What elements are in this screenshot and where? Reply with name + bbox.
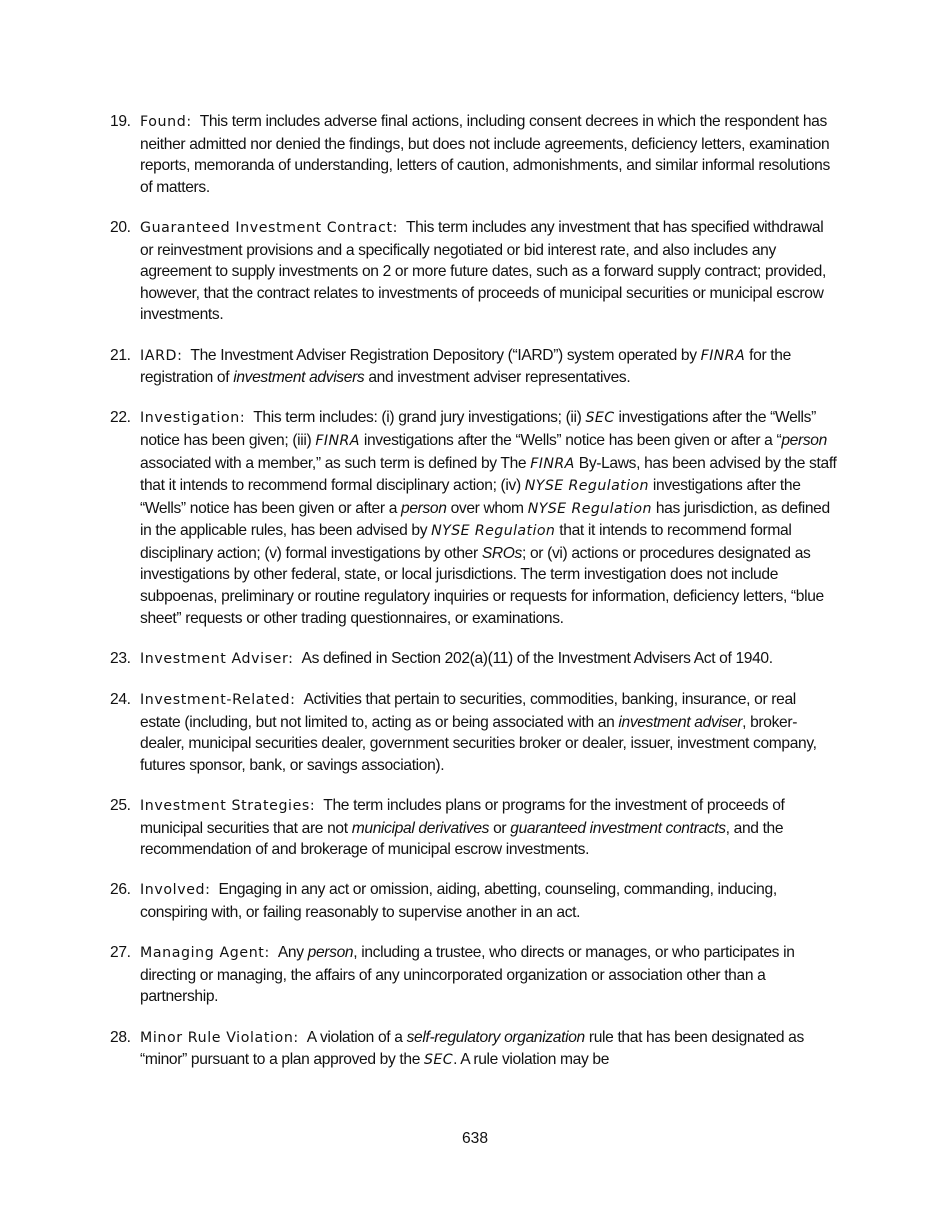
definition-number: 21. (110, 346, 131, 364)
definition-text: over whom (446, 499, 528, 517)
definition-term: Investment Strategies: (140, 798, 316, 814)
definition-text: ; or (vi) actions or procedures designated as investigations by other federal, state, or local jurisdictions. The term investigation does not include subpoenas, preliminary or routine regulatory inquiries or requests for information, deficiency letters, “blue sheet” requests or other trading questionnaires, or examinations. (140, 544, 824, 627)
definition-number: 23. (110, 649, 131, 667)
definition-term: Involved: (140, 882, 211, 899)
definition-emphasis: guaranteed investment contracts (510, 819, 726, 837)
definition-text: has jurisdiction, as defined in the applicable rules, has been advised by (140, 499, 830, 540)
definition-text: investigations after the “Wells” notice has been given; (iii) (140, 409, 816, 449)
definition-emphasis: SEC (424, 1052, 454, 1069)
definition-item (110, 942, 840, 1008)
definition-term: Found: (140, 114, 192, 130)
definition-text: By-Laws, has been advised by the staff that it intends to recommend formal disciplinary action; (iv) (140, 454, 837, 495)
definition-item (110, 407, 840, 629)
definition-number: 22. (110, 409, 131, 427)
definition-emphasis: FINRA (700, 347, 746, 364)
definition-number: 25. (110, 797, 131, 814)
definition-text: or (489, 819, 511, 837)
definition-text: , including a trustee, who directs or manages, or who participates in directing or managing, the affairs of any unincorporated organization or association other than a partnership. (140, 944, 795, 1006)
definition-emphasis: SROs (481, 544, 523, 562)
definition-text: The Investment Adviser Registration Depository (“IARD”) system operated by (190, 346, 701, 364)
page-number: 638 (461, 1130, 489, 1147)
definition-text: rule that has been designated as “minor” pursuant to a plan approved by the (140, 1028, 804, 1069)
definition-text: This term includes: (i) grand jury investigations; (ii) (253, 409, 586, 427)
definition-number: 28. (110, 1028, 131, 1046)
definition-term: Minor Rule Violation: (140, 1029, 299, 1046)
definition-emphasis: person (307, 944, 354, 962)
definition-text: , and the recommendation of and brokerage of municipal escrow investments. (140, 819, 784, 859)
definition-emphasis: FINRA (530, 455, 575, 472)
definition-text: This term includes adverse final actions, including consent decrees in which the respondent has neither admitted nor denied the findings, but does not include agreements, deficiency letters, examination reports, memoranda of understanding, letters of caution, admonishments, and similar informal resolutions of matters. (140, 113, 830, 196)
definition-emphasis: self-regulatory organization (406, 1028, 585, 1046)
definition-text: and investment adviser representatives. (364, 369, 631, 387)
definition-number: 19. (110, 113, 131, 130)
definition-text: associated with a member,” as such term is defined by The (140, 454, 531, 472)
definition-term: IARD: (140, 347, 183, 364)
definition-text: Any (277, 944, 308, 962)
definition-item (110, 689, 840, 776)
definition-emphasis: investment adviser (618, 713, 743, 731)
definition-text: Activities that pertain to securities, commodities, banking, insurance, or real estate (including, but not limited to, acting as or being associated with an (140, 691, 796, 731)
definition-text: investigations after the “Wells” notice has been given or after a “ (359, 431, 782, 449)
definition-item (110, 111, 840, 198)
definition-term: Investment Adviser: (140, 650, 294, 667)
definition-text: This term includes any investment that has specified withdrawal or reinvestment provisions and a specifically negotiated or bid interest rate, and also includes any agreement to supply investments on 2 or more future dates, such as a forward supply contract; provided, however, that the contract relates to investments of proceeds of municipal securities or municipal escrow investments. (140, 218, 826, 324)
definitions-list (110, 111, 840, 1090)
definition-emphasis: investment advisers (233, 369, 365, 387)
definition-text: Engaging in any act or omission, aiding, abetting, counseling, commanding, inducing, conspiring with, or failing reasonably to supervise another in an act. (140, 881, 777, 921)
definition-text: . A rule violation may be (453, 1051, 610, 1069)
definition-item (110, 1027, 840, 1072)
definition-term: Guaranteed Investment Contract: (140, 219, 399, 236)
definition-item (110, 345, 840, 389)
definition-term: Managing Agent: (140, 945, 270, 962)
definition-item (110, 879, 840, 923)
definition-emphasis: NYSE Regulation (527, 500, 652, 517)
definition-term: Investment-Related: (140, 692, 296, 709)
definition-emphasis: FINRA (315, 432, 360, 449)
definition-item (110, 217, 840, 326)
definition-text: that it intends to recommend formal disciplinary action; (v) formal investigations by other (140, 522, 792, 562)
definition-emphasis: municipal derivatives (351, 819, 490, 837)
definition-emphasis: NYSE Regulation (524, 478, 649, 495)
definition-number: 26. (110, 881, 131, 899)
definition-emphasis: NYSE Regulation (431, 523, 556, 540)
definition-text: , broker-dealer, municipal securities dealer, government securities broker or dealer, issuer, investment company, futures sponsor, bank, or savings association). (140, 713, 817, 774)
definition-term: Investigation: (140, 410, 246, 427)
definition-emphasis: SEC (585, 410, 615, 427)
definition-emphasis: person (401, 499, 447, 517)
definition-number: 24. (110, 691, 131, 709)
definition-item (110, 648, 840, 671)
definition-text: The term includes plans or programs for the investment of proceeds of municipal securities that are not (140, 797, 785, 837)
definition-number: 27. (110, 944, 131, 962)
definition-text: A violation of a (306, 1028, 407, 1046)
definition-text: As defined in Section 202(a)(11) of the Investment Advisers Act of 1940. (301, 649, 773, 667)
definition-text: for the registration of (140, 346, 791, 387)
definition-emphasis: person (781, 431, 827, 449)
definition-text: investigations after the “Wells” notice has been given or after a (140, 477, 801, 517)
definition-number: 20. (110, 218, 131, 236)
definition-item (110, 795, 840, 861)
